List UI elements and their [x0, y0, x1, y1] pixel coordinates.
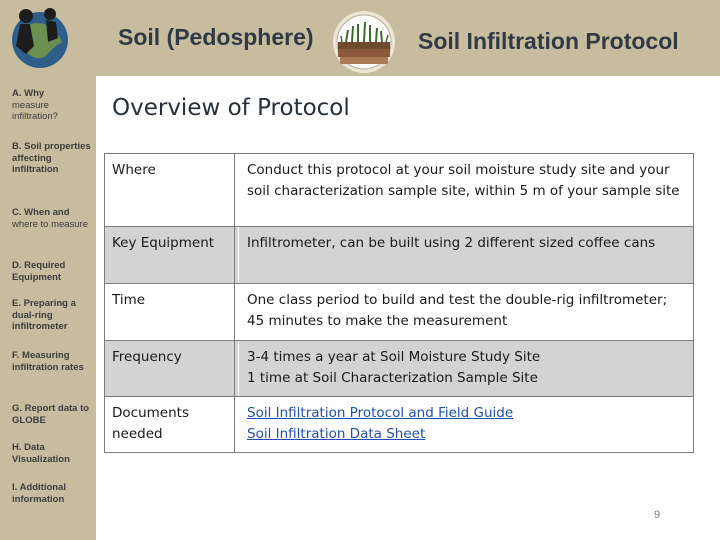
table-row: [104, 226, 694, 283]
sidebar-item-visualization[interactable]: H. Data Visualization: [12, 442, 70, 465]
sidebar-item-report[interactable]: G. Report data to GLOBE: [12, 403, 90, 426]
table-row: [104, 283, 694, 340]
row-value-where: Conduct this protocol at your soil moisture study site and your soil characterization sample site, within 5 m of your sample site: [239, 153, 694, 226]
column-divider: [234, 153, 235, 453]
protocol-title: Soil Infiltration Protocol: [418, 28, 679, 54]
protocol-field-guide-link[interactable]: Soil Infiltration Protocol and Field Guide: [247, 405, 514, 421]
row-label-documents: Documents needed: [104, 396, 239, 453]
sidebar-item-additional[interactable]: I. Additional information: [12, 482, 67, 505]
row-divider: [104, 340, 694, 341]
globe-logo-icon: [6, 2, 70, 72]
sidebar-item-when-where[interactable]: C. When and where to measure: [12, 207, 89, 230]
row-label-key-equipment: Key Equipment: [104, 226, 239, 283]
row-divider: [104, 396, 694, 397]
domain-title: Soil (Pedosphere): [118, 24, 314, 50]
overview-table: [104, 153, 694, 453]
sidebar-item-preparing[interactable]: E. Preparing a dual-ring infiltrometer: [12, 298, 76, 332]
row-value-key-equipment: Infiltrometer, can be built using 2 different sized coffee cans: [239, 226, 694, 283]
row-divider: [104, 283, 694, 284]
row-label-where: Where: [104, 153, 239, 226]
data-sheet-link[interactable]: Soil Infiltration Data Sheet: [247, 426, 426, 442]
row-value-documents: [239, 396, 694, 453]
row-label-time: Time: [104, 283, 239, 340]
table-row: [104, 340, 694, 396]
frequency-line: 3-4 times a year at Soil Moisture Study Site: [247, 349, 541, 365]
row-label-frequency: Frequency: [104, 340, 239, 396]
page-title: Overview of Protocol: [112, 95, 350, 121]
table-row: [104, 396, 694, 453]
sidebar-item-measuring[interactable]: F. Measuring infiltration rates: [12, 350, 84, 373]
sidebar-item-why[interactable]: A. Why measure infiltration?: [12, 88, 58, 122]
table-row: [104, 153, 694, 226]
row-value-frequency: [239, 340, 694, 396]
soil-emblem-icon: [332, 10, 396, 74]
sidebar-item-soil-properties[interactable]: B. Soil properties affecting infiltration: [12, 141, 91, 175]
row-divider: [104, 226, 694, 227]
frequency-line: 1 time at Soil Characterization Sample Site: [247, 370, 538, 386]
row-value-time: One class period to build and test the double-rig infiltrometer; 45 minutes to make the measurement: [239, 283, 694, 340]
sidebar: [0, 0, 96, 540]
sidebar-item-equipment[interactable]: D. Required Equipment: [12, 260, 66, 283]
page-number: 9: [654, 509, 661, 521]
